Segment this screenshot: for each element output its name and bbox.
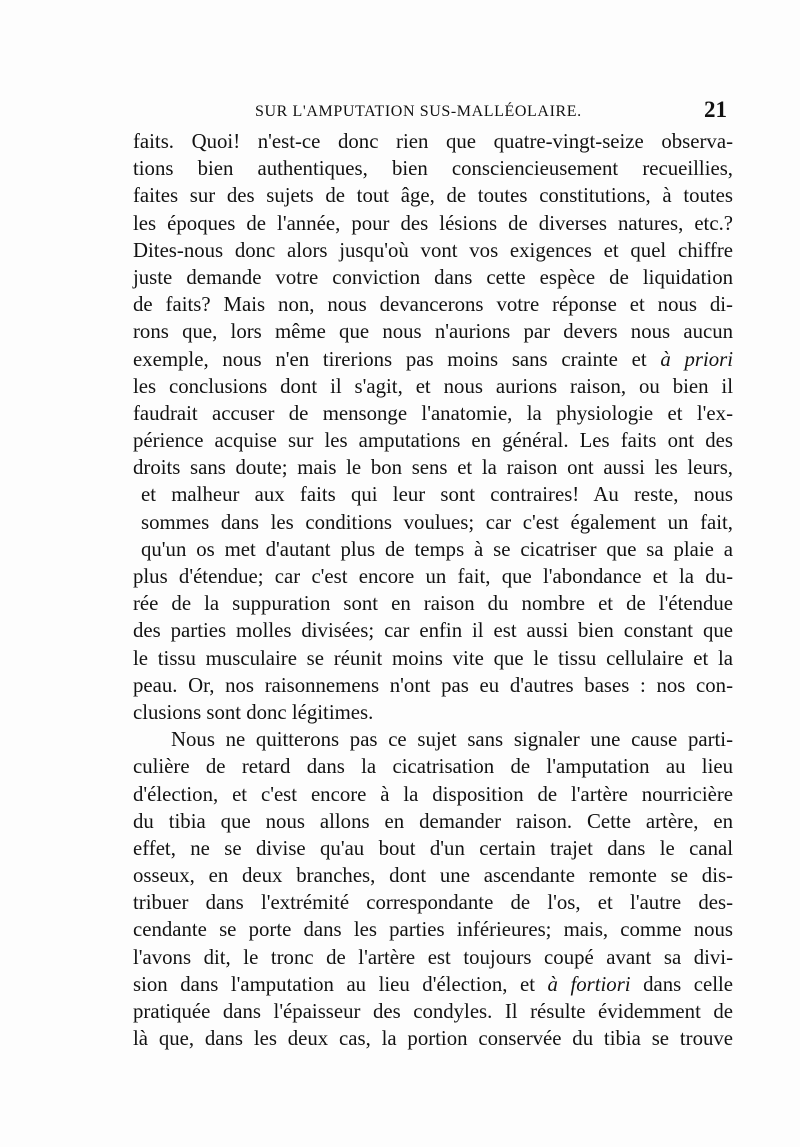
text-line: osseux, en deux branches, dont une ascendante remonte se dis- — [133, 864, 733, 888]
text-line: cendante se porte dans les parties inférieures; mais, comme nous — [133, 918, 733, 942]
text-line: rée de la suppuration sont en raison du nombre et de l'étendue — [133, 592, 733, 616]
text-line: faites sur des sujets de tout âge, de toutes constitutions, à toutes — [133, 184, 733, 208]
text-line: d'élection, et c'est encore à la disposition de l'artère nourricière — [133, 782, 733, 806]
text-line: périence acquise sur les amputations en général. Les faits ont des — [133, 429, 733, 453]
text-line-with-italic — [133, 346, 733, 373]
text-segment: exemple, nous n'en tirerions pas moins sans crainte et — [133, 347, 647, 371]
italic-phrase-a-priori: à priori — [660, 347, 734, 371]
body-text — [133, 128, 733, 1052]
text-segment: dans celle — [630, 972, 733, 996]
text-line: tribuer dans l'extrémité correspondante de l'os, et l'autre des- — [133, 891, 733, 915]
paragraph-first-line: Nous ne quitterons pas ce sujet sans signaler une cause parti- — [171, 728, 733, 752]
page-number: 21 — [704, 97, 727, 122]
paragraph-last-line: clusions sont donc légitimes. — [133, 700, 374, 724]
text-line: des parties molles divisées; car enfin il est aussi bien constant que — [133, 619, 733, 643]
text-line: effet, ne se divise qu'au bout d'un certain trajet dans le canal — [133, 836, 733, 860]
text-line: rons que, lors même que nous n'aurions par devers nous aucun — [133, 320, 733, 344]
text-line: sommes dans les conditions voulues; car c'est également un fait, — [141, 510, 733, 534]
text-line: du tibia que nous allons en demander raison. Cette artère, en — [133, 809, 733, 833]
text-line: juste demande votre conviction dans cette espèce de liquidation — [133, 265, 733, 289]
text-line: droits sans doute; mais le bon sens et la raison ont aussi les leurs, — [133, 456, 733, 480]
text-line: faudrait accuser de mensonge l'anatomie, la physiologie et l'ex- — [133, 401, 733, 425]
text-line: plus d'étendue; car c'est encore un fait, que l'abondance et la du- — [133, 565, 733, 588]
text-line: pratiquée dans l'épaisseur des condyles. Il résulte évidemment de — [133, 1000, 733, 1023]
text-line: les époques de l'année, pour des lésions de diverses natures, etc.? — [133, 211, 733, 235]
text-line: là que, dans les deux cas, la portion conservée du tibia se trouve — [133, 1027, 733, 1051]
italic-phrase-a-fortiori: à fortiori — [547, 972, 631, 996]
text-line: Dites-nous donc alors jusqu'où vont vos exigences et quel chiffre — [133, 238, 733, 262]
text-line: les conclusions dont il s'agit, et nous aurions raison, ou bien il — [133, 374, 733, 398]
text-line: l'avons dit, le tronc de l'artère est toujours coupé avant sa divi- — [133, 945, 733, 969]
text-segment: sion dans l'amputation au lieu d'élection, et — [133, 972, 536, 996]
text-line: de faits? Mais non, nous devancerons votre réponse et nous di- — [133, 293, 733, 317]
text-line: tions bien authentiques, bien consciencieusement recueillies, — [133, 157, 733, 181]
text-line: faits. Quoi! n'est-ce donc rien que quatre-vingt-seize observa- — [133, 130, 733, 153]
page-header — [133, 97, 733, 127]
text-line: et malheur aux faits qui leur sont contraires! Au reste, nous — [141, 483, 733, 507]
text-line: peau. Or, nos raisonnemens n'ont pas eu d'autres bases : nos con- — [133, 673, 733, 697]
text-line: qu'un os met d'autant plus de temps à se cicatriser que sa plaie a — [141, 537, 733, 561]
text-line-with-italic — [133, 971, 733, 998]
running-title: SUR L'AMPUTATION SUS-MALLÉOLAIRE. — [255, 103, 582, 120]
text-line: culière de retard dans la cicatrisation de l'amputation au lieu — [133, 755, 733, 779]
text-line: le tissu musculaire se réunit moins vite que le tissu cellulaire et la — [133, 646, 733, 670]
